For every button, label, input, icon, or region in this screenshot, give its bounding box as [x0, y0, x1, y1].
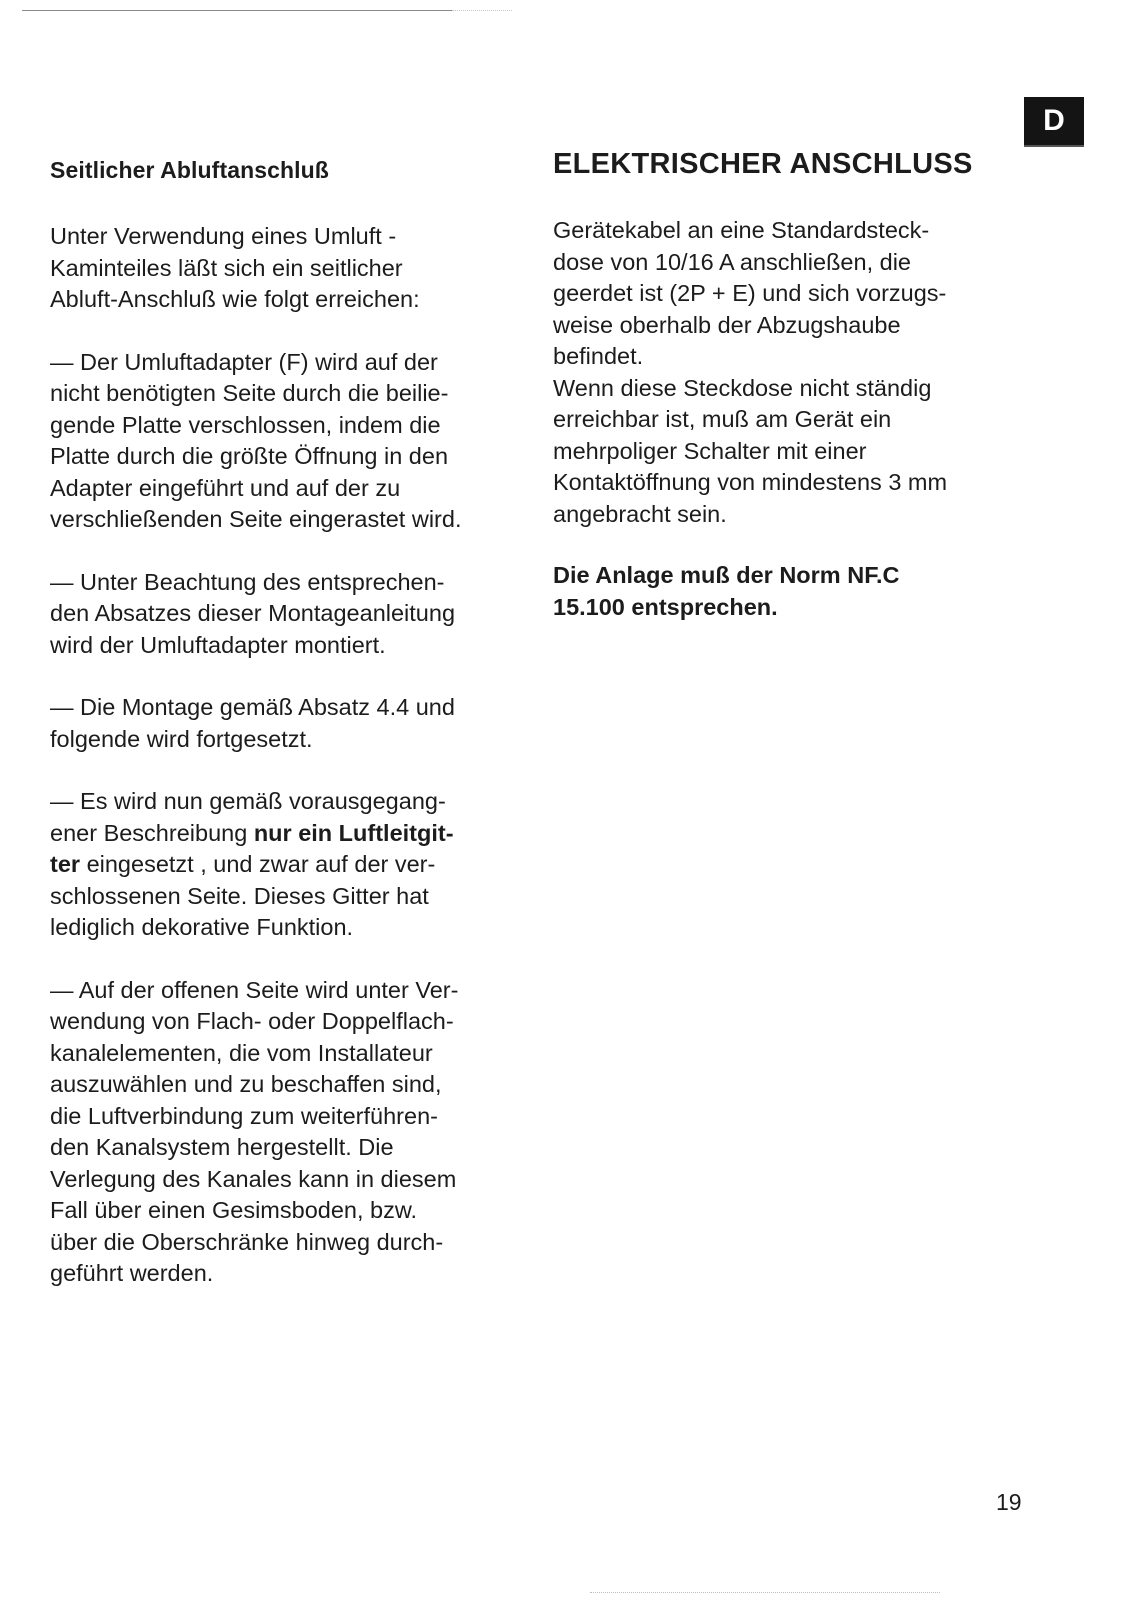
section-heading-electrical: ELEKTRISCHER ANSCHLUSS — [553, 148, 973, 180]
top-rule-faint — [452, 10, 512, 11]
list-item-4-text-start: — Es wird nun gemäß vorausgegang- ener Beschreibung — [50, 788, 446, 846]
page-number: 19 — [996, 1489, 1022, 1515]
norm-note: Die Anlage muß der Norm NF.C 15.100 entsprechen. — [553, 562, 900, 620]
list-item-4-emphasis: nur ein Luftleitgit- ter — [50, 819, 454, 877]
list-item-3: — Die Montage gemäß Absatz 4.4 und folgende wird fortgesetzt. — [50, 694, 455, 752]
list-item-4 — [50, 786, 530, 944]
language-badge: D — [1024, 97, 1084, 147]
list-item-1: — Der Umluftadapter (F) wird auf der nicht benötigten Seite durch die beilie- gende Platte verschlossen, indem die Platte durch die größte Öffnung in den Adapter eingeführt und auf der zu verschließenden Seite eingerastet wird. — [50, 348, 462, 532]
section-heading-side-exhaust: Seitlicher Abluftanschluß — [50, 157, 329, 183]
right-column — [553, 147, 1013, 623]
list-item-5: — Auf der offenen Seite wird unter Ver- wendung von Flach- oder Doppelflach- kanalelementen, die vom Installateur auszuwählen und zu beschaffen sind, die Luftverbindung zum weiterführen- den Kanalsystem hergestellt. Die Verlegung des Kanales kann in diesem Fall über einen Gesimsboden, bzw. über die Oberschränke hinweg durch- geführt werden. — [50, 976, 459, 1286]
electrical-body: Gerätekabel an eine Standardsteck- dose von 10/16 A anschließen, die geerdet ist (2P + E) und sich vorzugs- weise oberhalb der Abzugshaube befindet. Wenn diese Steckdose nicht ständig erreichbar ist, muß am Gerät ein mehrpoliger Schalter mit einer Kontaktöffnung von mindestens 3 mm angebracht sein. — [553, 217, 948, 527]
intro-paragraph: Unter Verwendung eines Umluft - Kaminteiles läßt sich ein seitlicher Abluft-Anschluß wie folgt erreichen: — [50, 223, 420, 312]
list-item-4-text-end: eingesetzt , und zwar auf der ver- schlossenen Seite. Dieses Gitter hat lediglich dekorative Funktion. — [50, 851, 436, 940]
top-rule — [22, 10, 452, 11]
left-column — [50, 155, 530, 1321]
list-item-2: — Unter Beachtung des entsprechen- den Absatzes dieser Montageanleitung wird der Umluftadapter montiert. — [50, 568, 456, 658]
bottom-scan-marks — [590, 1592, 940, 1593]
